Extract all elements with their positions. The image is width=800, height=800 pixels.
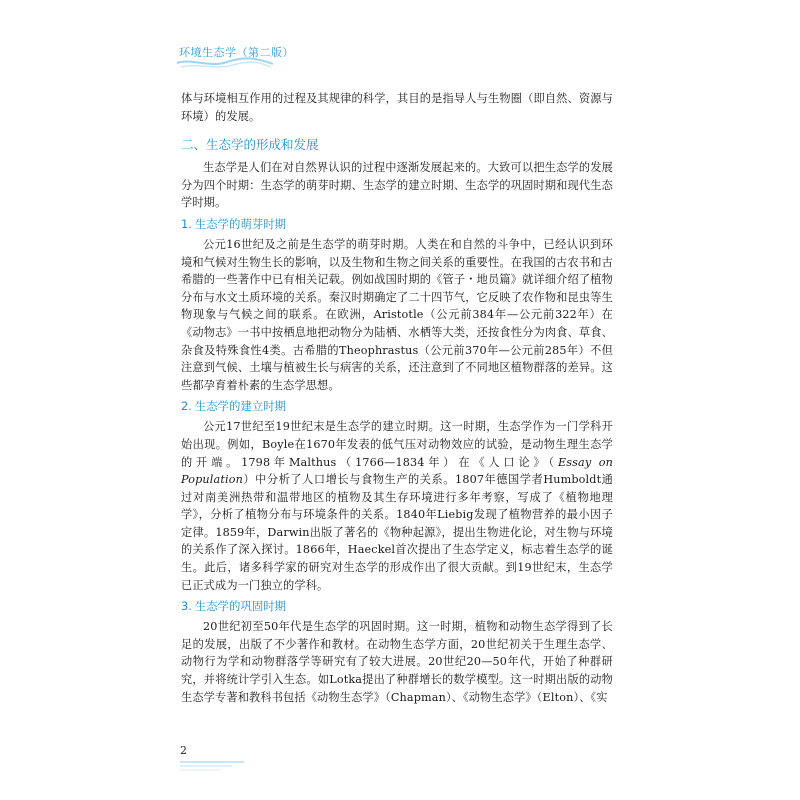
running-header bbox=[175, 38, 294, 68]
paragraph-text: 公元17世纪至19世纪末是生态学的建立时期。这一时期，生态学作为一门学科开始出现。例如，Boyle在1670年发表的低气压对动物效应的试验，是动物生理生态学的开端。1798年Malthus（1766—1834年）在《人口论》（ bbox=[181, 420, 613, 469]
paragraph-text: ）中分析了人口增长与食物生产的关系。1807年德国学者Humboldt通过对南美洲热带和温带地区的植物及其生存环境进行多年考察，写成了《植物地理学》，分析了植物分布与环境条件的关系。1840年Liebig发现了植物营养的最小因子定律。1859年，Darwin出版了著名的《物种起源》，提出生物进化论，对生物与环境的关系作了深入探讨。1866年，Haeckel首次提出了生态学定义，标志着生态学的诞生。此后，诸多科学家的研究对生态学的形成作出了很大贡献。到19世纪末，生态学已正式成为一门独立的学科。 bbox=[181, 473, 613, 592]
italic-book-title: Essay on Population bbox=[181, 455, 613, 487]
subsection-title: 生态学的萌芽时期 bbox=[194, 216, 287, 231]
subsection-number: 2. bbox=[181, 399, 192, 414]
subsection-number: 3. bbox=[181, 599, 192, 614]
footer-rule-icon bbox=[180, 760, 244, 772]
subsection-paragraph-2 bbox=[181, 418, 613, 594]
intro-continuation: 体与环境相互作用的过程及其规律的科学，其目的是指导人与生物圈（即自然、资源与环境）的发展。 bbox=[181, 92, 613, 123]
page-number: 2 bbox=[180, 744, 187, 757]
subsection-title: 生态学的巩固时期 bbox=[194, 599, 287, 614]
subsection-paragraph-1: 公元16世纪及之前是生态学的萌芽时期。人类在和自然的斗争中，已经认识到环境和气候对生物生长的影响，以及生物和生物之间关系的重要性。在我国的古农书和古希腊的一些著作中已有相关记载。例如战国时期的《管子・地员篇》就详细介绍了植物分布与水文土质环境的关系。秦汉时期确定了二十四节气，它反映了农作物和昆虫等生物现象与气候之间的联系。在欧洲，Aristotle（公元前384年—公元前322年）在《动物志》一书中按栖息地把动物分为陆栖、水栖等大类，还按食性分为肉食、草食、杂食及特殊食性4类。古希腊的Theophrastus（公元前370年—公元前285年）不但注意到气候、土壤与植被生长与病害的关系，还注意到了不同地区植物群落的差异。这些都孕育着朴素的生态学思想。 bbox=[181, 237, 613, 392]
book-title: 环境生态学（第二版） bbox=[179, 46, 294, 59]
subsection-heading-1 bbox=[181, 216, 613, 233]
subsection-heading-2 bbox=[181, 398, 613, 415]
subsection-heading-3 bbox=[181, 598, 613, 615]
page-body bbox=[181, 90, 613, 706]
subsection-paragraph-3: 20世纪初至50年代是生态学的巩固时期。这一时期，植物和动物生态学得到了长足的发展，出版了不少著作和教材。在动物生态学方面，20世纪初关于生理生态学、动物行为学和动物群落学等研究有了较大进展。20世纪20—50年代，开始了种群研究，并将统计学引入生态。如Lotka提出了种群增长的数学模型。这一时期出版的动物生态学专著和教科书包括《动物生态学》（Chapman）、《动物生态学》（Elton）、《实 bbox=[181, 620, 613, 704]
section-intro-paragraph: 生态学是人们在对自然界认识的过程中逐渐发展起来的。大致可以把生态学的发展分为四个时期：生态学的萌芽时期、生态学的建立时期、生态学的巩固时期和现代生态学时期。 bbox=[181, 161, 613, 210]
wave-ornament-icon bbox=[175, 56, 275, 70]
subsection-number: 1. bbox=[181, 216, 192, 231]
subsection-title: 生态学的建立时期 bbox=[194, 399, 287, 414]
section-heading: 二、生态学的形成和发展 bbox=[181, 137, 319, 153]
